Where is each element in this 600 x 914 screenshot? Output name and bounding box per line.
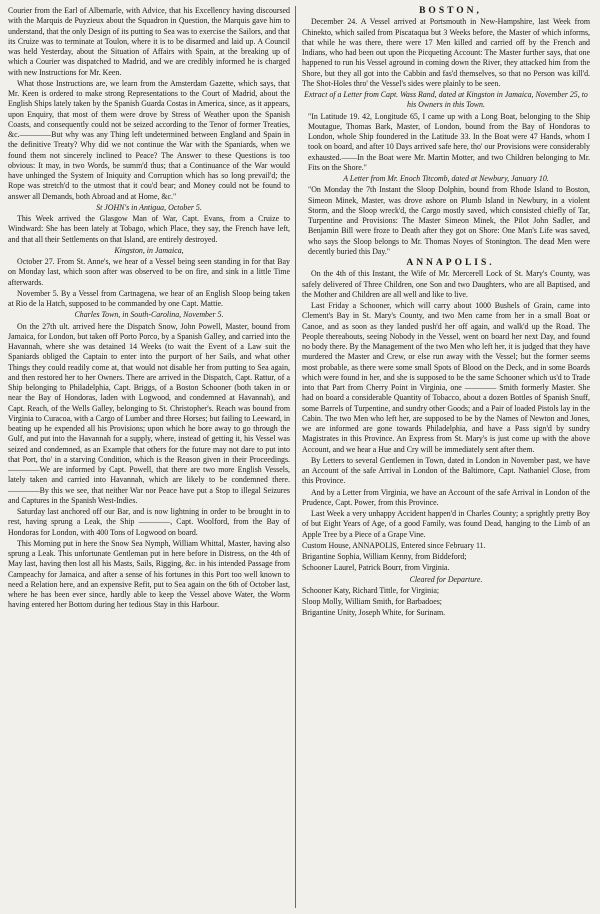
left-column bbox=[8, 6, 290, 908]
cleared-vessel: Sloop Molly, William Smith, for Barbadoes; bbox=[302, 597, 442, 606]
article-paragraph: By Letters to several Gentlemen in Town, dated in London in November past, we have an Account of the safe Arrival in London of the Baltimore, Capt. Nathaniel Close, from this Province. bbox=[302, 455, 590, 486]
article-paragraph: What those Instructions are, we learn from the Amsterdam Gazette, which says, that Mr. Keen is ordered to make strong Representations to the Court of Madrid, about the English Ships lately taken by the Spanish Guarda Costas in America, since, as it appears, upon Enquiry, that most of them were drove by Stress of Weather upon the Spanish Coasts, and consequently could not be seized according to the Tenor of former Treaties, &c.————But why was any Thing left undetermined between England and Spain in the definitive Treaty? Why did we not continue the War with the Spaniards, when we found them not sincerely inclined to Peace? The Answer to these Questions is too obvious: It may, in two Words, be summ'd thus; that a Continuance of the War would have unhinged the System of Iniquity and Corruption which has so long prevail'd; the Rope was stretch'd to the utmost that it cou'd bear; and Money could not be found to answer all Demands, both Abroad and at Home, &c." bbox=[8, 78, 290, 201]
dateline: St JOHN's in Antigua, October 5. bbox=[96, 202, 202, 212]
cleared-vessel: Schooner Katy, Richard Tittle, for Virginia; bbox=[302, 585, 440, 595]
article-paragraph: December 24. A Vessel arrived at Portsmouth in New-Hampshire, last Week from Chinekto, which sailed from Piscataqua but 3 Weeks before, the Master of which informs, that while he was there, there were 17 Men killed and carried off by the French and Indians, who had been out upon the Picqueting Account: The Master further says, that one happened to run his Vessel aground in coming down the River, they attacked him from the Shore, but they all got into the Cabbin and fas'd themselves, so that no Person was kill'd. The Shot-Holes thro' the Vessel's sides were plainly to be seen. bbox=[302, 17, 590, 88]
letter-heading: A Letter from Mr. Enoch Titcomb, dated at Newbury, January 10. bbox=[343, 174, 549, 183]
quoted-letter bbox=[302, 112, 590, 174]
quoted-text: "On Monday the 7th Instant the Sloop Dolphin, bound from Rhode Island to Boston, Simeon Minek, Master, was drove ashore on Plumb Island in Newbury, in a violent Storm, and the Sloop wreck'd, the Cargo mostly saved, which consisted chiefly of Tar, Turpentine and Provisions: The Master Simeon Minek, the Pilot John Sadler, and Benjamin Bill were froze to Death after they got on Shore: One Man's Life was saved, who says the Sloop belongs to Mr. Thomas Noyes of Stonington. The dead Men were decently buried this Day." bbox=[308, 185, 590, 256]
article-paragraph: Saturday last anchored off our Bar, and is now lightning in order to be brought in to rest, having sprung a Leak, the Ship ————, Capt. Woolford, from the Bay of Hondoras for London, with 400 Tons of Logwood on board. bbox=[8, 507, 290, 537]
article-paragraph: Courier from the Earl of Albemarle, with Advice, that his Excellency having discoursed with the Marquis de Puyzieux about the Squadron in Question, the Marquis gave him to understand, that the only Design of its putting to Sea was to exercise the Sailors, and that its Cruize was to terminate at Toulon, where it is to be disarmed and laid up. A Council was held Yesterday, about the Situation of Affairs with Spain, at the breaking up of which a Courier was dispatched to Madrid, and we are credibly informed he is charged with new Instructions for Mr. Keen. bbox=[8, 6, 290, 77]
cleared-heading: Cleared for Departure. bbox=[409, 574, 483, 584]
cleared-vessel: Brigantine Unity, Joseph White, for Surinam. bbox=[302, 608, 446, 618]
column-divider bbox=[295, 6, 296, 908]
quoted-text: "In Latitude 19. 42, Longitude 65, I came up with a Long Boat, belonging to the Ship Moutague, Thomas Bark, Master, of London, bound from the Bay of Hondoras to London, whole Ship foundered in the Latitude 33. In the Boat were 47 Hands, whom I took on board, and after 10 Days arrived safe here, tho' our Provisions were considerably exhausted.——In the Boat were Mr. Martin Motter, and two Children belonging to Mr. Fits on the Shore." bbox=[308, 111, 590, 172]
article-paragraph: Last Week a very unhappy Accident happen'd in Charles County; a sprightly pretty Boy of but Eight Years of Age, of a good Family, was found Dead, hanging to the Limb of an Apple Tree by a Piece of a Grape Vine. bbox=[302, 509, 590, 539]
article-paragraph: November 5. By a Vessel from Cartnagena, we hear of an English Sloop being taken at Rio de la Hatch, supposed to be commanded by one Capt. Mattie. bbox=[8, 288, 290, 308]
article-paragraph: October 27. From St. Anne's, we hear of a Vessel being seen standing in for that Bay on Monday last, which soon after was observed to be on fire, and sink in a little Time afterwards. bbox=[8, 257, 290, 287]
customs-heading: Custom House, ANNAPOLIS, Entered since February 11. bbox=[302, 540, 486, 550]
section-heading: ANNAPOLIS. bbox=[406, 258, 495, 268]
right-column bbox=[302, 6, 590, 908]
quoted-letter bbox=[302, 185, 590, 257]
entered-vessel: Schooner Laurel, Patrick Bourr, from Virginia. bbox=[302, 563, 450, 573]
dateline: Kingston, in Jamaica, bbox=[114, 245, 184, 255]
article-paragraph: Last Friday a Schooner, which will carry about 1000 Bushels of Grain, came into Clement's Bay in St. Mary's County, and two Men came from her in a small Boat or Canoe, and as soon as they landed push'd her off again, and walk'd up the Road. The People thereabouts, seeing Nobody in the Vessel, went on board her next Day, and found no body there. By the Management of the two Men who left her, it is judged that they have murdered the Master and Crew, or else run away with the Vessel; but the former seems most probable, as there were some small Spots of Blood on the Deck, and in some Boards which were found in her, and she is supposed to be the same Schooner which us'd to Trade into that Part from Cherry Point in Virginia, one ———— Smith formerly Master. She had on board a considerable Quantity of Tobacco, about a dozen Bottles of Spanish Snuff, some Barrels of Turpentine, and sundry other Goods; and a Pair of loaded Pistols lay in the Cabin. The two Men who left her, are supposed to be by the Names of Newton and Jones, we are informed are gone towards Philadelphia, and have a Pass sign'd by sundry Magistrates in this Province. An Express from St. Mary's is just come up with the above Account, and we hear a Hue and Cry will be immediately sent after them. bbox=[302, 301, 590, 454]
letter-heading: Extract of a Letter from Capt. Wass Rand, dated at Kingston in Jamaica, November 25, to his Owners in this Town. bbox=[304, 90, 588, 110]
article-paragraph: This Morning put in here the Snow Sea Nymph, William Whittal, Master, having also sprung a Leak. This unfortunate Gentleman put in here before in Distress, on the 4th of May last, having then lost all his Masts, Sails, Rigging, &c. in his intended Passage from Campeachy for Jamaica, and after a sense of his fortunes in this Port too well known to need a Relation here, and an expensive Refit, put to Sea again on the 6th of October last, where he has been ever since, hardly able to keep the Vessel above Water, the Worm having entered her Bottom during her tedious Stay in this Harbour. bbox=[8, 538, 290, 610]
article-paragraph: And by a Letter from Virginia, we have an Account of the safe Arrival in London of the Prudence, Capt. Power, from this Province. bbox=[302, 487, 590, 507]
article-paragraph: On the 27th ult. arrived here the Dispatch Snow, John Powell, Master, bound from Jamaica, for London, but taken off Porto Porco, by a Spanish Galley, and carried into the Havannah, where she was detained 14 Weeks (to wait the Event of a Law suit the Spaniards obliged the Captain to enter into the purport of her Sails, and what other Things they could readily come at, that would not disable her from putting to Sea again, and then restored her to her Owners. There are arrived in the Dispatch, Capt. Rattur, of a Ship belonging to Philadelphia, Capt. Briggs, of a Boston Schooner (both taken in or near the Bay of Hondoras, laden with Logwood, and condemned at Havannah), and Capt. Reach, of the Wells Galley, belonging to St. Christopher's. Reach was bound from Virginia to Curacoa, with a Cargo of Lumber and three Horses; but failing to Leeward, in beating up he expended all his Provisions; upon which he bore away to go through the Gulf, and put into the Havannah for a supply, where, instead of getting it, his Vessel was seized and condemned, as an Example that others for the future may not dare to put into that Port, tho' in a starving Condition, which is the Reason given in their Proceedings.————We are informed by Capt. Powell, that there are two more English Vessels, lately taken and carried into Havannah, which are likely to be condemned there.————By this we see, that neither War nor Peace have put a Stop to illegal Seizures and Captures in the Spanish West-Indies. bbox=[8, 321, 290, 505]
section-heading: BOSTON, bbox=[419, 6, 482, 16]
article-paragraph: This Week arrived the Glasgow Man of War, Capt. Evans, from a Cruize to Windward: She has been lately at Tobago, which Place, they say, the French have left, and that all their Settlements on that Island, are entirely destroyed. bbox=[8, 214, 290, 244]
dateline: Charles Town, in South-Carolina, November 5. bbox=[74, 310, 224, 320]
entered-vessel: Brigantine Sophia, William Kenny, from Biddeford; bbox=[302, 552, 467, 561]
article-paragraph: On the 4th of this Instant, the Wife of Mr. Mercerell Lock of St. Mary's County, was safely delivered of Three Children, one Son and two Daughters, who are all Baptised, and the Mother and Children are all well and like to live. bbox=[302, 269, 590, 299]
